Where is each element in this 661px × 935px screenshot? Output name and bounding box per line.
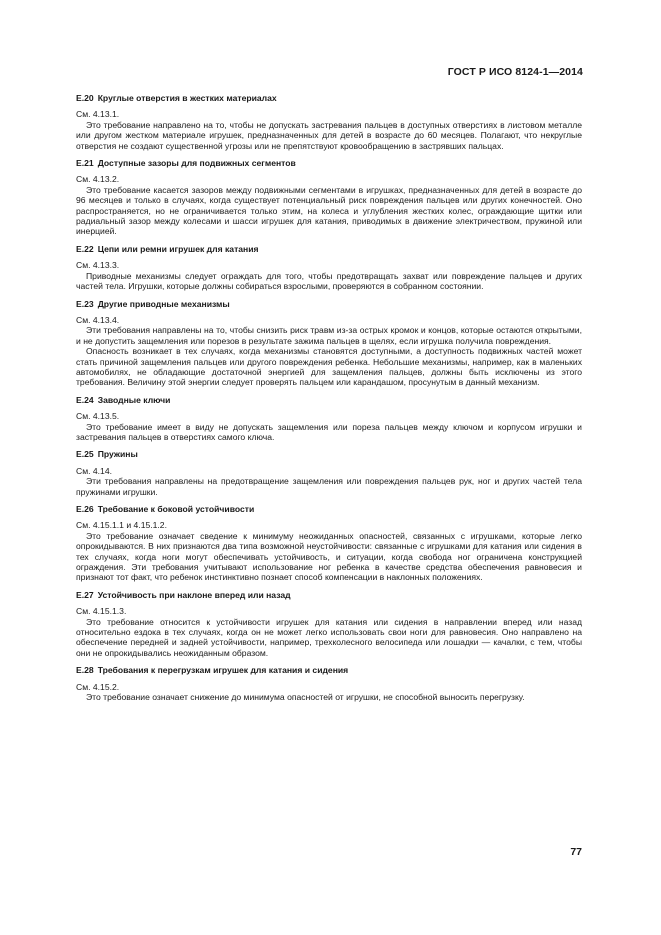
section-paragraph: Это требование относится к устойчивости игрушек для катания или сидения в направлении вперед или назад относительно ездока в тех случаях, когда он не может легко использовать свои ноги для равновесия. Оно направлено на обеспечение передней и задней устойчивости, например, трехколесного велосипеда или лошадки — качалки, с тем, чтобы они не опрокидывались неожиданным образом. bbox=[76, 616, 582, 658]
section-title: Заводные ключи bbox=[97, 394, 171, 405]
section-spacer bbox=[76, 583, 582, 590]
section-reference: См. 4.13.5. bbox=[76, 411, 120, 422]
section-paragraph: Приводные механизмы следует ограждать для того, чтобы предотвращать захват или повреждение пальцев и других частей тела. Игрушки, которые должны собираться взрослыми, проверяются в собранном состоянии. bbox=[76, 270, 582, 292]
section-heading bbox=[76, 93, 582, 103]
section-paragraph: Это требование означает сведение к минимуму неожиданных опасностей, связанных с игрушками, которые легко опрокидываются. В них признаются два типа возможной неустойчивости: связанные с игрушками для катания или сидения в тех случаях, когда ноги могут обеспечивать устойчивость, и ситуации, когда свобода ног ограничена конструкцией ограждения. Эти требования учитывают использование ног ребенка в качестве средства обеспечения равновесия и признают тот факт, что ребенок инстинктивно познает способ компенсации в наклонных положениях. bbox=[76, 530, 582, 583]
section-reference: См. 4.14. bbox=[76, 465, 113, 476]
section-number: E.25 bbox=[76, 449, 94, 460]
section-number: E.24 bbox=[76, 394, 94, 405]
section-spacer bbox=[76, 658, 582, 665]
section-e-20 bbox=[76, 93, 582, 151]
section-heading bbox=[76, 504, 582, 514]
section-paragraph: Это требование означает снижение до минимума опасностей от игрушки, не способной выносить перегрузку. bbox=[86, 692, 525, 703]
section-e-23 bbox=[76, 299, 582, 388]
section-heading bbox=[76, 299, 582, 309]
section-spacer bbox=[76, 237, 582, 244]
section-title: Круглые отверстия в жестких материалах bbox=[97, 93, 277, 103]
page-number: 77 bbox=[570, 846, 582, 858]
section-spacer bbox=[76, 151, 582, 158]
section-title: Требование к боковой устойчивости bbox=[97, 504, 255, 514]
section-heading bbox=[76, 590, 582, 600]
section-reference: См. 4.13.1. bbox=[76, 109, 120, 120]
section-number: E.21 bbox=[76, 158, 94, 169]
section-reference: См. 4.13.4. bbox=[76, 314, 120, 325]
section-spacer bbox=[76, 388, 582, 395]
section-number: E.23 bbox=[76, 298, 94, 309]
section-paragraph: Опасность возникает в тех случаях, когда механизмы становятся доступными, а доступность подвижных частей может стать причиной защемления пальцев или другого повреждения ребенка. Небольшие механизмы, например, как в маленьких автомобилях, не обладающие достаточной энергией для защемления пальцев, должны быть исключены из этого требования. Величину этой энергии следует проверять пальцем или карандашом, просунутым в данный механизм. bbox=[76, 346, 582, 388]
section-reference: См. 4.13.2. bbox=[76, 174, 120, 185]
section-reference: См. 4.13.3. bbox=[76, 260, 120, 271]
section-title: Требования к перегрузкам игрушек для катания и сидения bbox=[97, 665, 349, 676]
section-e-22 bbox=[76, 244, 582, 292]
section-title: Цепи или ремни игрушек для катания bbox=[97, 243, 259, 254]
section-title: Пружины bbox=[97, 449, 138, 460]
section-number: E.27 bbox=[76, 589, 94, 600]
section-heading bbox=[76, 665, 582, 675]
section-e-21 bbox=[76, 158, 582, 237]
section-title: Другие приводные механизмы bbox=[97, 298, 230, 309]
section-paragraph: Это требование касается зазоров между подвижными сегментами в игрушках, предназначенных для детей в возрасте до 96 месяцев и только в случаях, когда существует потенциальный риск повреждения пальцев или других конечностей. Оно распространяется, но не ограничивается только этим, на колеса и углубления жестких колес, ограждающие щитки или радиальный зазор между колесами и шасси игрушек для катания, приводимых в движение электричеством, пружиной или инерцией. bbox=[76, 184, 582, 237]
section-heading bbox=[76, 449, 582, 459]
section-spacer bbox=[76, 703, 582, 710]
section-reference: См. 4.15.1.3. bbox=[76, 606, 127, 617]
section-number: E.20 bbox=[76, 93, 94, 103]
document-header-title: ГОСТ Р ИСО 8124-1—2014 bbox=[447, 66, 583, 78]
section-e-26 bbox=[76, 504, 582, 583]
section-reference: См. 4.15.1.1 и 4.15.1.2. bbox=[76, 520, 167, 531]
section-e-25 bbox=[76, 449, 582, 497]
section-e-24 bbox=[76, 395, 582, 443]
section-number: E.22 bbox=[76, 243, 94, 254]
section-heading bbox=[76, 244, 582, 254]
document-body bbox=[76, 93, 582, 710]
section-heading bbox=[76, 395, 582, 405]
section-e-28 bbox=[76, 665, 582, 702]
section-number: E.26 bbox=[76, 504, 94, 514]
section-paragraph: Эти требования направлены на то, чтобы снизить риск травм из-за острых кромок и концов, которые остаются открытыми, и не допустить защемления или порезов в результате зажима пальцев в щелях, если игрушка получила повреждения. bbox=[76, 325, 582, 346]
section-title: Устойчивость при наклоне вперед или назад bbox=[97, 589, 291, 600]
section-paragraph: Эти требования направлены на предотвращение защемления или повреждения пальцев рук, ног и других частей тела пружинами игрушки. bbox=[76, 476, 582, 497]
section-number: E.28 bbox=[76, 665, 94, 676]
section-paragraph: Это требование имеет в виду не допускать защемления или пореза пальцев между ключом и корпусом игрушки и застревания пальцев в отверстиях самого ключа. bbox=[76, 421, 582, 442]
section-spacer bbox=[76, 442, 582, 449]
section-paragraph: Это требование направлено на то, чтобы не допускать застревания пальцев в доступных отверстиях в листовом металле или другом жестком материале игрушек, предназначенных для детей в возрасте до 60 месяцев. Полагают, что некруглые отверстия не создают существенной угрозы или не препятствуют кровообращению в застрявших пальцах. bbox=[76, 119, 582, 151]
section-spacer bbox=[76, 497, 582, 504]
section-e-27 bbox=[76, 590, 582, 658]
section-spacer bbox=[76, 292, 582, 299]
section-reference: См. 4.15.2. bbox=[76, 681, 120, 692]
section-heading bbox=[76, 158, 582, 168]
section-title: Доступные зазоры для подвижных сегментов bbox=[97, 158, 296, 169]
